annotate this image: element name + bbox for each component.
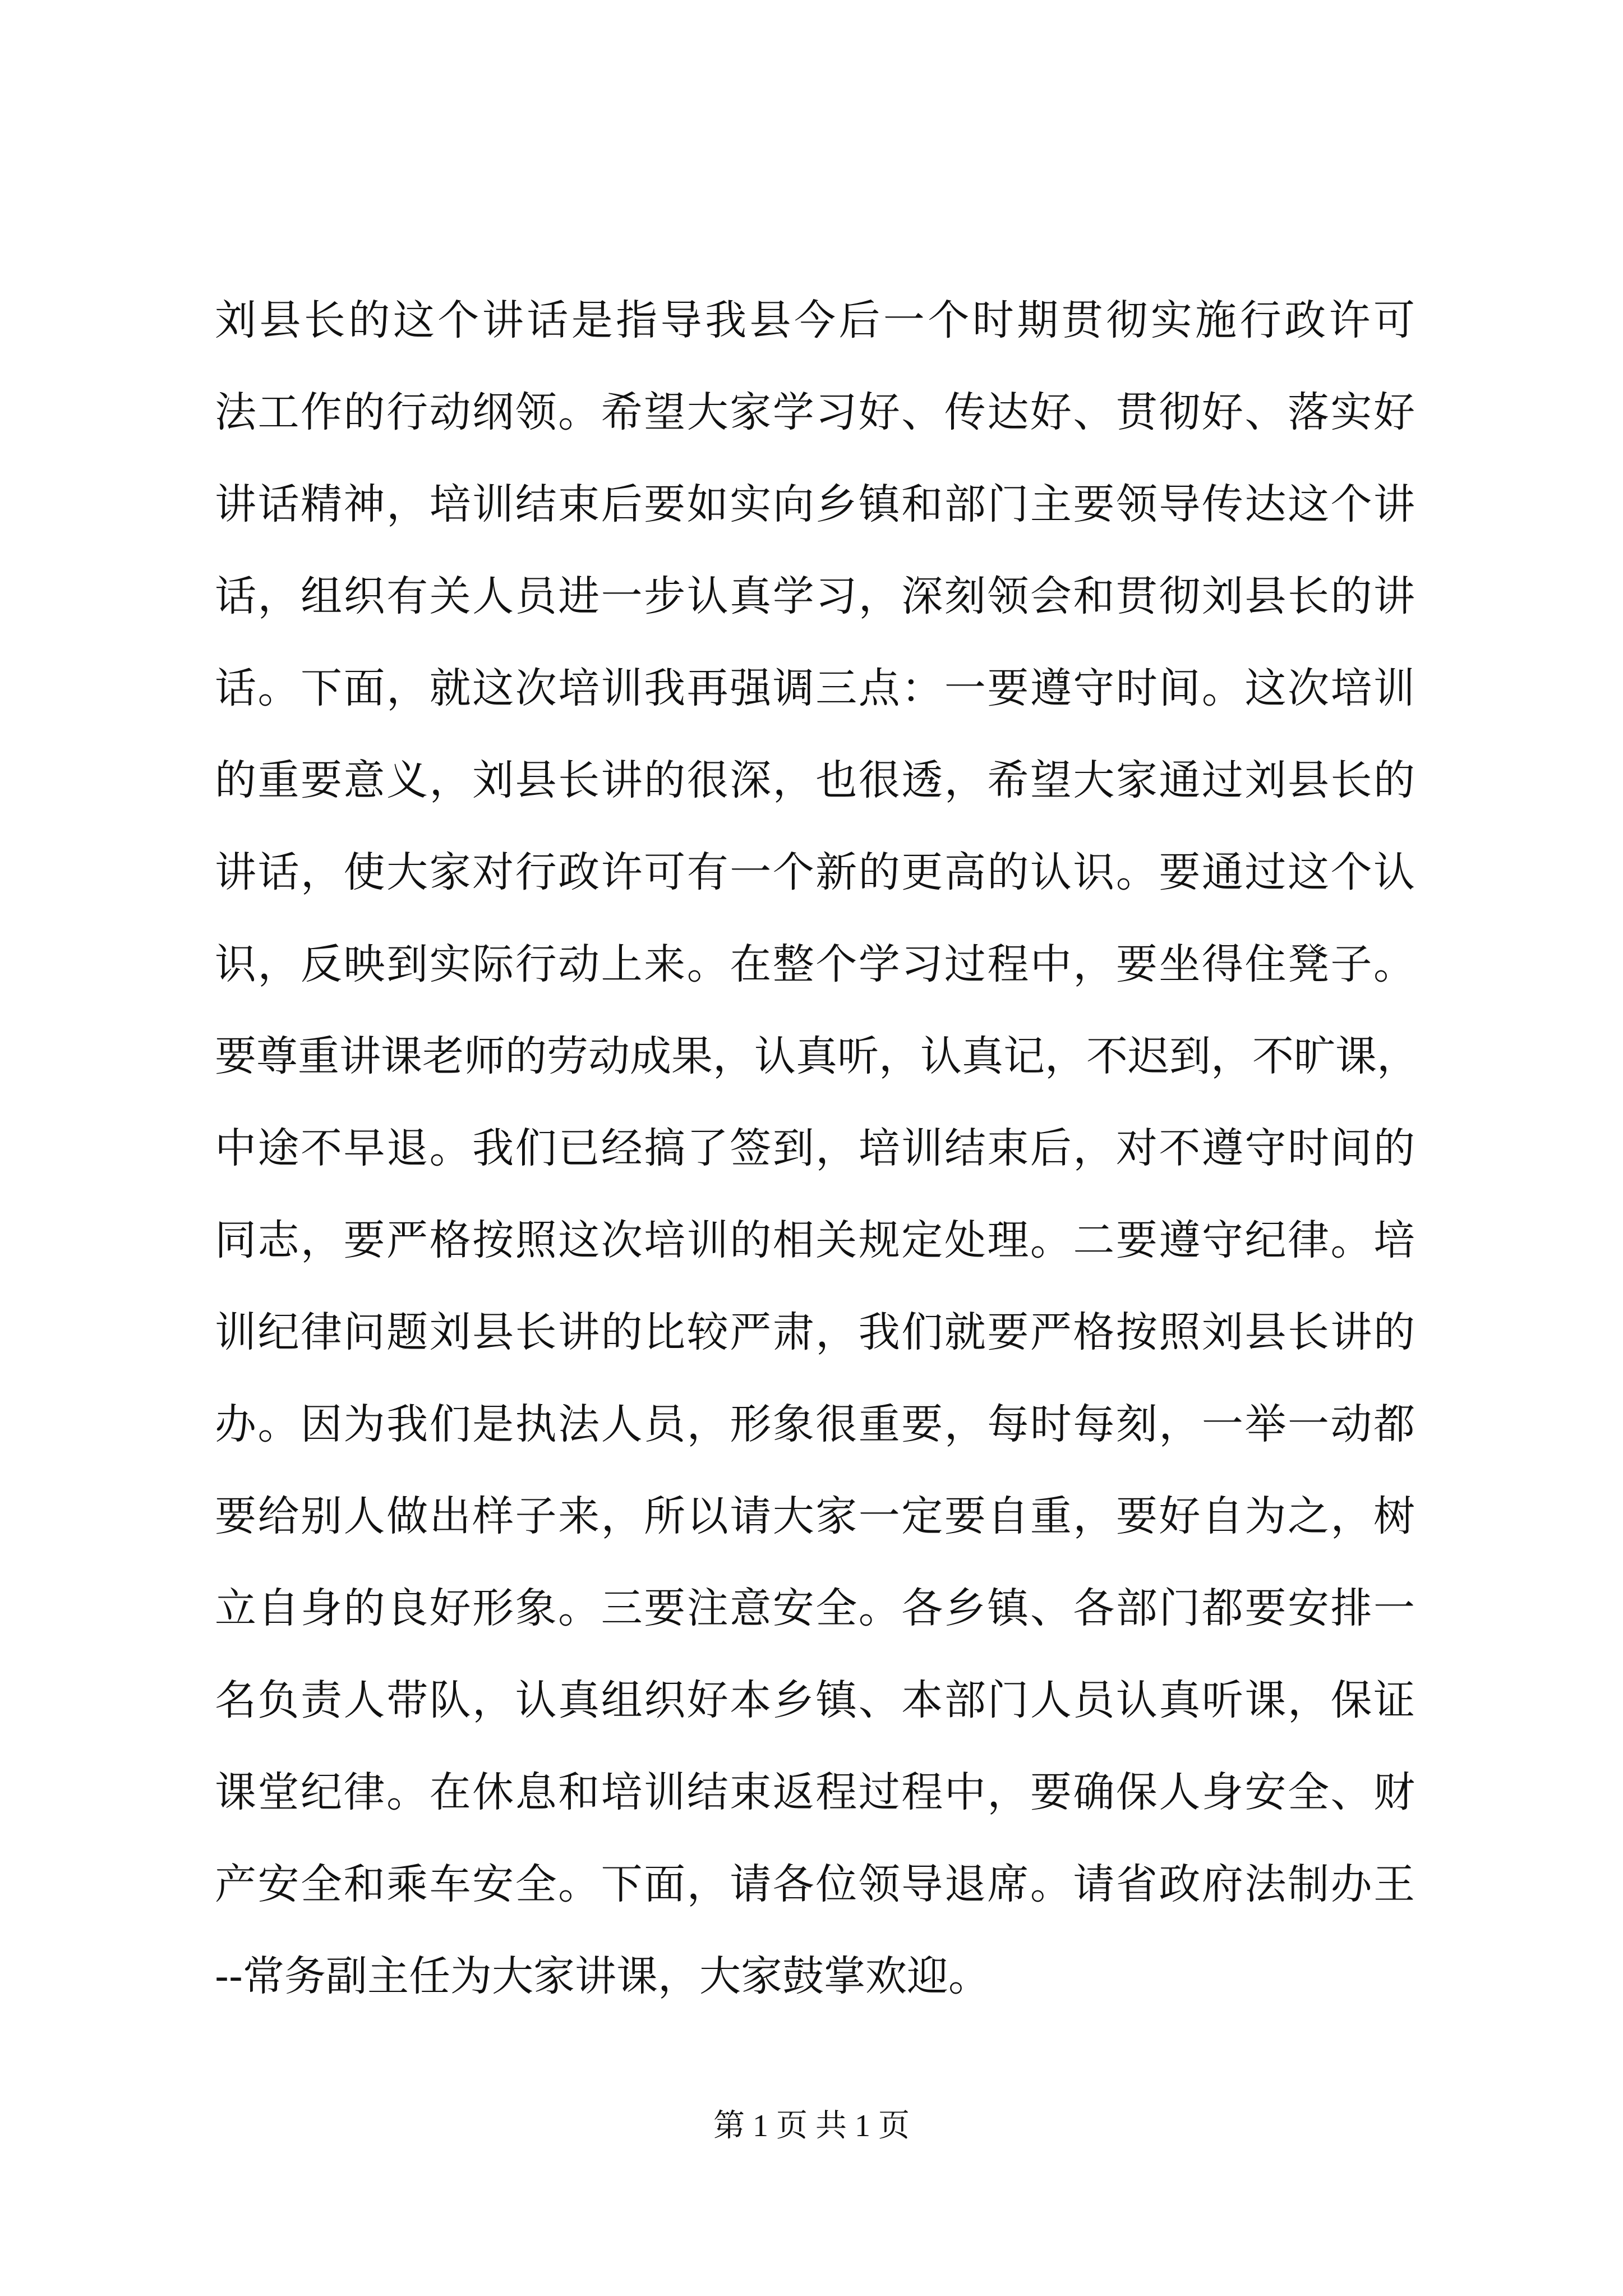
text-line: 刘县长的这个讲话是指导我县今后一个时期贯彻实施行政许可 bbox=[215, 296, 1415, 344]
text-line: 的重要意义，刘县长讲的很深，也很透，希望大家通过刘县长的 bbox=[215, 756, 1415, 804]
text-line: 话。下面，就这次培训我再强调三点：一要遵守时间。这次培训 bbox=[215, 664, 1415, 712]
text-line: --常务副主任为大家讲课，大家鼓掌欢迎。 bbox=[215, 1952, 990, 2000]
text-line: 讲话精神，培训结束后要如实向乡镇和部门主要领导传达这个讲 bbox=[215, 480, 1415, 528]
text-line: 要给别人做出样子来，所以请大家一定要自重，要好自为之，树 bbox=[215, 1492, 1415, 1540]
text-line: 中途不早退。我们已经搞了签到，培训结束后，对不遵守时间的 bbox=[215, 1124, 1415, 1172]
text-line: 名负责人带队，认真组织好本乡镇、本部门人员认真听课，保证 bbox=[215, 1676, 1415, 1724]
text-line: 产安全和乘车安全。下面，请各位领导退席。请省政府法制办王 bbox=[215, 1860, 1415, 1908]
text-line: 话，组织有关人员进一步认真学习，深刻领会和贯彻刘县长的讲 bbox=[215, 572, 1415, 620]
text-line: 课堂纪律。在休息和培训结束返程过程中，要确保人身安全、财 bbox=[215, 1768, 1415, 1816]
text-line: 讲话，使大家对行政许可有一个新的更高的认识。要通过这个认 bbox=[215, 848, 1415, 896]
text-line: 法工作的行动纲领。希望大家学习好、传达好、贯彻好、落实好 bbox=[215, 388, 1415, 436]
page-number-footer: 第 1 页 共 1 页 bbox=[713, 2109, 910, 2143]
text-line: 立自身的良好形象。三要注意安全。各乡镇、各部门都要安排一 bbox=[215, 1584, 1415, 1632]
text-line: 办。因为我们是执法人员，形象很重要，每时每刻，一举一动都 bbox=[215, 1400, 1415, 1448]
text-line: 训纪律问题刘县长讲的比较严肃，我们就要严格按照刘县长讲的 bbox=[215, 1308, 1415, 1356]
text-line: 同志，要严格按照这次培训的相关规定处理。二要遵守纪律。培 bbox=[215, 1216, 1415, 1264]
text-line: 识，反映到实际行动上来。在整个学习过程中，要坐得住凳子。 bbox=[215, 940, 1415, 988]
text-line: 要尊重讲课老师的劳动成果，认真听，认真记，不迟到，不旷课， bbox=[215, 1032, 1418, 1080]
